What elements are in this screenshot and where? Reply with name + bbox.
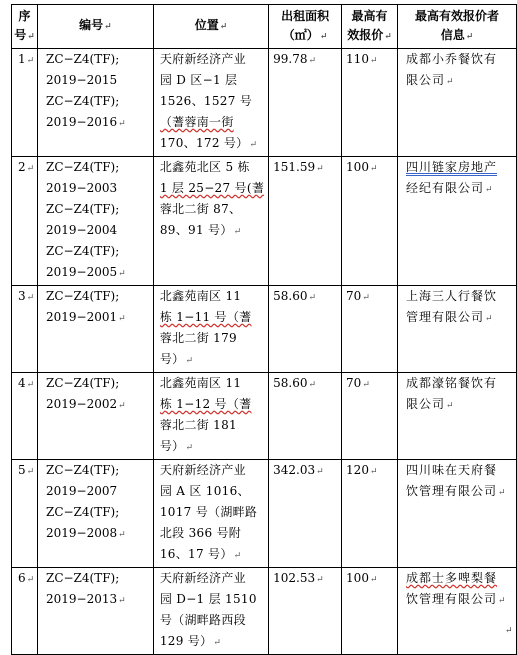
paragraph-mark-icon: ↵ [369, 56, 378, 66]
header-text: 效报价↵ [347, 27, 392, 42]
cell-location-line: 号）↵ [159, 352, 194, 366]
cell-price-line: 70↵ [346, 376, 370, 390]
cell-code-line: ZC−Z4(TF); [45, 202, 120, 216]
paragraph-mark-icon: ↵ [384, 31, 392, 42]
paragraph-mark-icon: ↵ [185, 443, 194, 453]
header-text: （㎡）↵ [282, 27, 328, 42]
cell-price [342, 157, 398, 286]
cell-code-line: 2019−2008↵ [45, 526, 126, 540]
paragraph-mark-icon: ↵ [485, 185, 494, 195]
paragraph-mark-icon: ↵ [362, 293, 370, 303]
paragraph-mark-icon: ↵ [446, 401, 455, 411]
cell-code-line: 2019−2003 [45, 181, 118, 195]
cell-bidder-line: 成都濠铭餐饮有 [406, 376, 498, 390]
paragraph-mark-icon: ↵ [498, 488, 507, 498]
cell-code-line: ZC−Z4(TF); [45, 505, 120, 519]
header-text: 最高有 [351, 8, 388, 23]
cell-number-line: 1↵ [18, 52, 35, 66]
paragraph-mark-icon: ↵ [308, 380, 317, 390]
header-bidder [398, 5, 517, 49]
cell-area-line: 58.60↵ [273, 289, 317, 303]
paragraph-mark-icon: ↵ [219, 22, 228, 32]
cell-location [153, 373, 268, 460]
cell-code-line: 2019−2005↵ [45, 265, 126, 279]
paragraph-mark-icon: ↵ [118, 119, 126, 129]
cell-price [342, 373, 398, 460]
cell-area [269, 286, 342, 373]
cell-location-line: 号）↵ [159, 439, 194, 453]
cell-number [12, 49, 38, 157]
cell-location-line: 号（湖畔路西段 [159, 613, 246, 627]
cell-price [342, 286, 398, 373]
cell-location-line: 16、17 号）↵ [159, 547, 242, 561]
paragraph-mark-icon: ↵ [104, 22, 112, 32]
cell-number [12, 286, 38, 373]
paragraph-mark-icon: ↵ [26, 164, 35, 174]
cell-location [153, 286, 268, 373]
cell-bidder-line: 经纪有限公司↵ [406, 181, 494, 195]
cell-code [37, 568, 153, 655]
table-body [12, 49, 517, 655]
cell-bidder-line: 成都小乔餐饮有 [406, 52, 498, 66]
paragraph-mark-icon: ↵ [498, 596, 507, 606]
table-end-mark: ↵ [505, 626, 513, 636]
header-text: 出租面积 [281, 8, 330, 23]
paragraph-mark-icon: ↵ [249, 140, 258, 150]
cell-area-line: 151.59↵ [273, 160, 324, 174]
cell-bidder-line: 四川味在天府餐 [406, 463, 498, 477]
header-text: 编号↵ [79, 18, 112, 32]
header-number [12, 5, 38, 49]
cell-area-line: 58.60↵ [273, 376, 317, 390]
paragraph-mark-icon: ↵ [446, 77, 455, 87]
paragraph-mark-icon: ↵ [118, 401, 126, 411]
header-text: 序 [18, 8, 31, 23]
table-header-row [12, 5, 517, 49]
cell-code-line: 2019−2004 [45, 223, 118, 237]
header-area [269, 5, 342, 49]
header-location [153, 5, 268, 49]
paragraph-mark-icon: ↵ [26, 575, 35, 585]
cell-location-line: 栋 1−11 号（蓍 [159, 310, 252, 324]
cell-location-line: 天府新经济产业 [159, 463, 246, 477]
paragraph-mark-icon: ↵ [118, 314, 126, 324]
cell-location-line: 北鑫苑北区 5 栋 [159, 160, 250, 174]
cell-bidder-line: 限公司↵ [406, 73, 455, 87]
cell-location-line: 栋 1−12 号（蓍 [159, 397, 252, 411]
cell-location-line: 北段 366 号附 [159, 526, 242, 540]
cell-location [153, 49, 268, 157]
cell-bidder [398, 157, 517, 286]
paragraph-mark-icon: ↵ [26, 56, 35, 66]
cell-area-line: 102.53↵ [273, 571, 324, 585]
cell-code-line: ZC−Z4(TF); [45, 463, 120, 477]
table-row [12, 460, 517, 568]
header-text: 信息↵ [440, 27, 474, 42]
paragraph-mark-icon: ↵ [118, 269, 126, 279]
table-row [12, 373, 517, 460]
cell-area [269, 568, 342, 655]
table-row [12, 286, 517, 373]
cell-bidder-line: 四川链家房地产 [406, 160, 498, 174]
cell-code-line: ZC−Z4(TF); [45, 160, 120, 174]
paragraph-mark-icon: ↵ [362, 380, 370, 390]
cell-location [153, 568, 268, 655]
cell-bidder-line: 管理有限公司↵ [406, 310, 494, 324]
cell-number-line: 5↵ [18, 463, 35, 477]
cell-bidder [398, 49, 517, 157]
cell-code-line: ZC−Z4(TF); [45, 94, 120, 108]
paragraph-mark-icon: ↵ [27, 31, 35, 42]
cell-location-line: 园 D−1 层 1510 [159, 592, 257, 606]
paragraph-mark-icon: ↵ [26, 467, 35, 477]
cell-bidder [398, 373, 517, 460]
cell-price-line: 100↵ [346, 571, 378, 585]
cell-bidder [398, 460, 517, 568]
cell-code-line: 2019−2013↵ [45, 592, 126, 606]
cell-code-line: ZC−Z4(TF); [45, 376, 120, 390]
header-code [37, 5, 153, 49]
cell-number [12, 157, 38, 286]
header-price [342, 5, 398, 49]
auction-results-table [11, 4, 517, 655]
cell-code [37, 286, 153, 373]
cell-location-line: 天府新经济产业 [159, 52, 246, 66]
cell-number [12, 460, 38, 568]
header-text: 位置↵ [194, 18, 228, 32]
paragraph-mark-icon: ↵ [316, 164, 324, 174]
cell-price [342, 460, 398, 568]
cell-code [37, 49, 153, 157]
cell-location-line: 蓉北二街 179 [159, 331, 237, 345]
cell-code-line: 2019−2002↵ [45, 397, 126, 411]
table-row [12, 157, 517, 286]
cell-location-line: 1 层 25−27 号(蓍 [159, 181, 265, 195]
cell-code-line: 2019−2016↵ [45, 115, 126, 129]
paragraph-mark-icon: ↵ [316, 575, 324, 585]
cell-price-line: 70↵ [346, 289, 370, 303]
cell-area [269, 460, 342, 568]
cell-bidder [398, 286, 517, 373]
paragraph-mark-icon: ↵ [26, 293, 35, 303]
cell-number [12, 568, 38, 655]
cell-location-line: 129 号）↵ [159, 634, 222, 648]
paragraph-mark-icon: ↵ [308, 293, 317, 303]
header-text: 最高有效报价者 [414, 8, 499, 23]
paragraph-mark-icon: ↵ [485, 314, 494, 324]
paragraph-mark-icon: ↵ [369, 467, 378, 477]
paragraph-mark-icon: ↵ [213, 638, 222, 648]
cell-bidder-line: 成都士多啤梨餐 [406, 571, 498, 585]
cell-location-line: 天府新经济产业 [159, 571, 246, 585]
cell-location-line: 1017 号（湖畔路 [159, 505, 258, 519]
cell-area-line: 99.78↵ [273, 52, 317, 66]
cell-bidder-line: 饮管理有限公司↵ [406, 484, 507, 498]
cell-location-line: 北鑫苑南区 11 [159, 376, 242, 390]
paragraph-mark-icon: ↵ [118, 596, 126, 606]
paragraph-mark-icon: ↵ [185, 356, 194, 366]
cell-number-line: 6↵ [18, 571, 35, 585]
cell-code-line: ZC−Z4(TF); [45, 244, 120, 258]
cell-area [269, 373, 342, 460]
cell-location-line: 170、172 号）↵ [159, 136, 258, 150]
cell-location-line: 1526、1527 号 [159, 94, 253, 108]
cell-code-line: ZC−Z4(TF); [45, 571, 120, 585]
cell-code-line: 2019−2007 [45, 484, 118, 498]
cell-location-line: 园 A 区 1016、 [159, 484, 250, 498]
table-row [12, 568, 517, 655]
paragraph-mark-icon: ↵ [369, 164, 378, 174]
cell-location-line: 蓉北二街 87、 [159, 202, 242, 216]
cell-number-line: 2↵ [18, 160, 35, 174]
paragraph-mark-icon: ↵ [308, 56, 317, 66]
paragraph-mark-icon: ↵ [369, 575, 378, 585]
paragraph-mark-icon: ↵ [465, 31, 474, 42]
paragraph-mark-icon: ↵ [233, 551, 242, 561]
cell-area [269, 157, 342, 286]
paragraph-mark-icon: ↵ [26, 380, 35, 390]
cell-price-line: 100↵ [346, 160, 378, 174]
cell-number-line: 4↵ [18, 376, 35, 390]
cell-code [37, 373, 153, 460]
cell-area-line: 342.03↵ [273, 463, 324, 477]
cell-price-line: 120↵ [346, 463, 378, 477]
table-row [12, 49, 517, 157]
cell-location [153, 157, 268, 286]
paragraph-mark-icon: ↵ [118, 530, 126, 540]
cell-location-line: 园 D 区−1 层 [159, 73, 238, 87]
cell-code-line: ZC−Z4(TF); [45, 52, 120, 66]
cell-location-line: （蓍蓉南一街 [159, 115, 234, 129]
cell-location-line: 89、91 号）↵ [159, 223, 242, 237]
paragraph-mark-icon: ↵ [233, 227, 242, 237]
cell-location-line: 北鑫苑南区 11 [159, 289, 242, 303]
header-text: 号↵ [14, 27, 35, 42]
cell-code [37, 460, 153, 568]
cell-location-line: 蓉北二街 181 [159, 418, 237, 432]
cell-price [342, 568, 398, 655]
cell-code-line: 2019−2015 [45, 73, 118, 87]
cell-bidder [398, 568, 517, 655]
paragraph-mark-icon: ↵ [316, 467, 324, 477]
cell-number [12, 373, 38, 460]
cell-bidder-line: 饮管理有限公司↵ [406, 592, 507, 606]
cell-price [342, 49, 398, 157]
cell-price-line: 110↵ [346, 52, 378, 66]
cell-area [269, 49, 342, 157]
paragraph-mark-icon: ↵ [319, 31, 328, 42]
cell-code-line: 2019−2001↵ [45, 310, 126, 324]
cell-code-line: ZC−Z4(TF); [45, 289, 120, 303]
cell-number-line: 3↵ [18, 289, 35, 303]
cell-bidder-line: 限公司↵ [406, 397, 455, 411]
cell-code [37, 157, 153, 286]
cell-bidder-line: 上海三人行餐饮 [406, 289, 498, 303]
cell-location [153, 460, 268, 568]
